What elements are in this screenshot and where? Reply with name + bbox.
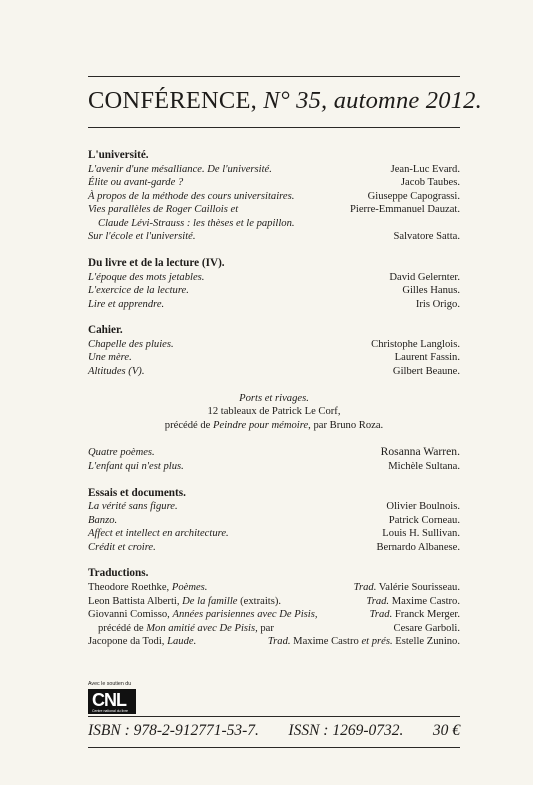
article-title: Vies parallèles de Roger Caillois et (88, 204, 239, 216)
trad-label: Trad. (353, 581, 377, 593)
work-note: (extraits). (237, 595, 282, 607)
article-author: Michèle Sultana. (388, 461, 460, 472)
article-author: Laurent Fassin. (394, 352, 460, 364)
list-item (88, 595, 460, 609)
article-author: Gilles Hanus. (402, 285, 460, 297)
article-author: Jacob Taubes. (400, 177, 460, 189)
translation-work (88, 581, 207, 595)
list-item (88, 460, 460, 474)
trad-label: Trad. (267, 636, 291, 648)
translator (366, 595, 460, 609)
article-title: L'enfant qui n'est plus. (88, 461, 184, 472)
issn: ISSN : 1269-0732. (288, 722, 404, 739)
translator-name: Franck Merger. (392, 609, 460, 621)
work-title: Laude. (167, 636, 197, 648)
work-author: Jacopone da Todi, (88, 636, 168, 648)
section-title: L'université. (88, 149, 149, 161)
top-rule (88, 76, 460, 77)
section-poems (88, 445, 460, 473)
issue-season: automne 2012. (327, 87, 482, 114)
list-item (88, 608, 460, 622)
translation-work (88, 635, 196, 649)
translator (370, 608, 460, 622)
article-author: Iris Origo. (415, 298, 460, 310)
trad-label: Trad. (366, 595, 390, 607)
issue-number: N° 35, (263, 87, 328, 114)
list-item (88, 271, 460, 285)
article-title: L'époque des mots jetables. (88, 271, 205, 283)
article-author: Pierre-Emmanuel Dauzat. (349, 204, 460, 216)
pres-label: et prés. (361, 636, 393, 648)
list-item (88, 527, 460, 541)
article-title: L'avenir d'une mésalliance. De l'université. (88, 163, 272, 175)
article-title: Altitudes (V). (88, 366, 145, 378)
section-title: Du livre et de la lecture (IV). (88, 257, 225, 270)
journal-name: CONFÉRENCE, (88, 87, 264, 114)
list-item (88, 230, 460, 244)
article-title: Chapelle des pluies. (88, 338, 174, 350)
ports-preface (88, 419, 460, 433)
article-title: Crédit et croire. (88, 541, 156, 553)
list-item (88, 203, 460, 217)
cnl-mark-text: CNL (92, 690, 126, 710)
work-title: Mon amitié avec De Pisis, (146, 622, 258, 634)
article-title: Banzo. (88, 514, 118, 526)
section-traductions (88, 567, 460, 648)
section-title: Traductions. (88, 567, 149, 580)
article-title: Affect et intellect en architecture. (88, 528, 229, 540)
cnl-mark-subtitle: Centre national du livre (92, 709, 128, 713)
article-title: Une mère. (88, 352, 132, 364)
footer (88, 722, 460, 740)
article-title: À propos de la méthode des cours universitaires. (88, 190, 295, 202)
article-author: Salvatore Satta. (393, 231, 460, 243)
article-author: Rosanna Warren. (380, 445, 460, 459)
header-rule (88, 127, 460, 128)
translator-name: Maxime Castro (290, 636, 362, 648)
list-item (88, 541, 460, 555)
price: 30 € (432, 722, 460, 739)
section-cahier (88, 324, 460, 378)
ports-title: Ports et rivages. (239, 392, 309, 404)
list-item (88, 514, 460, 528)
section-title: Essais et documents. (88, 486, 186, 499)
work-prefix: précédé de (98, 622, 147, 634)
ports-subtitle: 12 tableaux de Patrick Le Corf, (207, 406, 341, 418)
list-item (88, 622, 460, 636)
work-title: De la famille (182, 595, 238, 607)
work-author: Giovanni Comisso, (88, 609, 173, 621)
article-title: La vérité sans figure. (88, 501, 178, 513)
article-author: Bernardo Albanese. (376, 541, 460, 553)
cnl-logo (88, 681, 144, 714)
section-livre-lecture (88, 257, 460, 311)
translation-work (88, 608, 318, 622)
list-item (88, 500, 460, 514)
article-author: Louis H. Sullivan. (382, 528, 460, 540)
article-title: Quatre poèmes. (88, 447, 155, 459)
isbn: ISBN : 978-2-912771-53-7. (88, 722, 259, 739)
list-item (88, 351, 460, 365)
article-author: David Gelernter. (389, 271, 460, 283)
translation-work (88, 622, 274, 636)
ports-preface-prefix: précédé de (164, 419, 214, 431)
footer-rule-bottom (88, 747, 460, 748)
section-universite (88, 149, 460, 244)
logo-support-text: Avec le soutien du (88, 681, 132, 687)
work-title: Poèmes. (171, 581, 208, 593)
section-essais (88, 487, 460, 555)
ports-preface-author: , par Bruno Roza. (308, 419, 384, 431)
list-item (88, 581, 460, 595)
translator-name: Cesare Garboli. (393, 622, 460, 634)
translator (394, 622, 460, 636)
list-item (88, 190, 460, 204)
table-of-contents (88, 149, 460, 662)
translator (268, 635, 460, 649)
article-author: Giuseppe Capograssi. (367, 190, 460, 202)
list-item (88, 284, 460, 298)
article-author: Christophe Langlois. (371, 338, 460, 350)
work-title: Années parisiennes avec De Pisis, (172, 609, 318, 621)
cnl-mark (88, 689, 136, 714)
article-title: Élite ou avant-garde ? (88, 177, 184, 189)
list-item (88, 445, 460, 460)
footer-rule-top (88, 716, 460, 717)
section-title: Cahier. (88, 324, 123, 337)
list-item (88, 635, 460, 649)
work-author: Leon Battista Alberti, (88, 595, 183, 607)
article-title: Sur l'école et l'université. (88, 231, 196, 243)
article-author: Patrick Corneau. (388, 514, 460, 526)
article-title: Claude Lévi-Strauss : les thèses et le papillon. (98, 217, 295, 229)
list-item (88, 338, 460, 352)
translator-name: Maxime Castro. (389, 595, 460, 607)
trad-label: Trad. (369, 609, 393, 621)
journal-title (88, 86, 482, 116)
list-item (88, 176, 460, 190)
article-title: L'exercice de la lecture. (88, 285, 189, 297)
ports-preface-title: Peindre pour mémoire (213, 419, 309, 431)
list-item (88, 217, 460, 231)
article-author: Gilbert Beaune. (392, 366, 460, 378)
article-author: Olivier Boulnois. (386, 501, 460, 513)
ports-et-rivages (88, 392, 460, 433)
article-author: Jean-Luc Evard. (390, 163, 460, 175)
work-author: Theodore Roethke, (88, 581, 172, 593)
work-note: par (257, 622, 274, 634)
list-item (88, 298, 460, 312)
list-item (88, 163, 460, 177)
presenter-name: Estelle Zunino. (392, 636, 460, 648)
translator (354, 581, 460, 595)
article-title: Lire et apprendre. (88, 298, 165, 310)
translator-name: Valérie Sourisseau. (376, 581, 460, 593)
translation-work (88, 595, 281, 609)
list-item (88, 365, 460, 379)
